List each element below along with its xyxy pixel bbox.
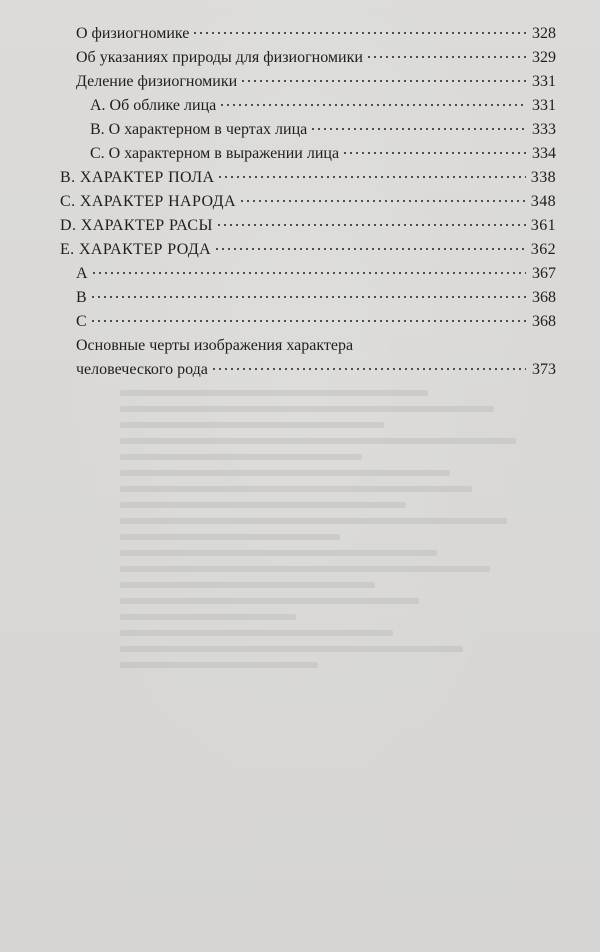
dot-leader — [366, 56, 526, 58]
toc-entry-title: B. О характерном в чертах лица — [90, 121, 308, 138]
toc-entry-title: D. ХАРАКТЕР РАСЫ — [60, 217, 213, 234]
toc-entry — [60, 22, 556, 46]
dot-leader — [211, 368, 526, 370]
toc-entry — [60, 94, 556, 118]
toc-entry — [60, 358, 556, 382]
toc-page-number: 348 — [530, 193, 556, 210]
toc-entry-title: E. ХАРАКТЕР РОДА — [60, 241, 212, 258]
dot-leader — [214, 248, 526, 250]
toc-page-number: 373 — [532, 361, 556, 378]
dot-leader — [240, 80, 526, 82]
toc-page-number: 328 — [532, 25, 556, 42]
dot-leader — [239, 200, 526, 202]
toc-entry-title: Об указаниях природы для физиогномики — [76, 49, 363, 66]
toc-entry-title: C — [76, 313, 87, 330]
dot-leader — [342, 152, 526, 154]
dot-leader — [91, 272, 526, 274]
dot-leader — [90, 296, 526, 298]
dot-leader — [219, 104, 526, 106]
toc-page-number: 333 — [532, 121, 556, 138]
toc-page-number: 331 — [532, 73, 556, 90]
toc-entry-title: A — [76, 265, 88, 282]
toc-page-number: 361 — [530, 217, 556, 234]
dot-leader — [216, 224, 526, 226]
table-of-contents — [60, 22, 556, 382]
toc-entry — [60, 190, 556, 214]
toc-page-number: 334 — [532, 145, 556, 162]
toc-page-number: 331 — [532, 97, 556, 114]
toc-page-number: 367 — [532, 265, 556, 282]
toc-page-number: 368 — [532, 289, 556, 306]
toc-entry-title: О физиогномике — [76, 25, 190, 42]
toc-entry — [60, 46, 556, 70]
toc-entry — [60, 238, 556, 262]
toc-entry — [60, 142, 556, 166]
toc-entry — [60, 70, 556, 94]
dot-leader — [217, 176, 526, 178]
toc-entry-title: C. О характерном в выражении лица — [90, 145, 340, 162]
toc-entry — [60, 286, 556, 310]
toc-entry-title: B — [76, 289, 87, 306]
toc-page-number: 368 — [532, 313, 556, 330]
toc-page-number: 329 — [532, 49, 556, 66]
toc-entry-title: Деление физиогномики — [76, 73, 238, 90]
toc-entry — [60, 118, 556, 142]
toc-entry-title-line2: человеческого рода — [76, 361, 208, 378]
bleed-through-text — [120, 380, 560, 850]
toc-page-number: 338 — [530, 169, 556, 186]
toc-entry-title: A. Об облике лица — [90, 97, 217, 114]
dot-leader — [192, 32, 526, 34]
toc-entry — [60, 262, 556, 286]
dot-leader — [310, 128, 526, 130]
dot-leader — [90, 320, 526, 322]
toc-entry — [60, 310, 556, 334]
toc-entry-title: C. ХАРАКТЕР НАРОДА — [60, 193, 236, 210]
toc-entry — [60, 166, 556, 190]
toc-page-number: 362 — [530, 241, 556, 258]
toc-entry-title-line1: Основные черты изображения характера — [76, 337, 354, 354]
toc-entry-title: B. ХАРАКТЕР ПОЛА — [60, 169, 215, 186]
toc-entry — [60, 214, 556, 238]
